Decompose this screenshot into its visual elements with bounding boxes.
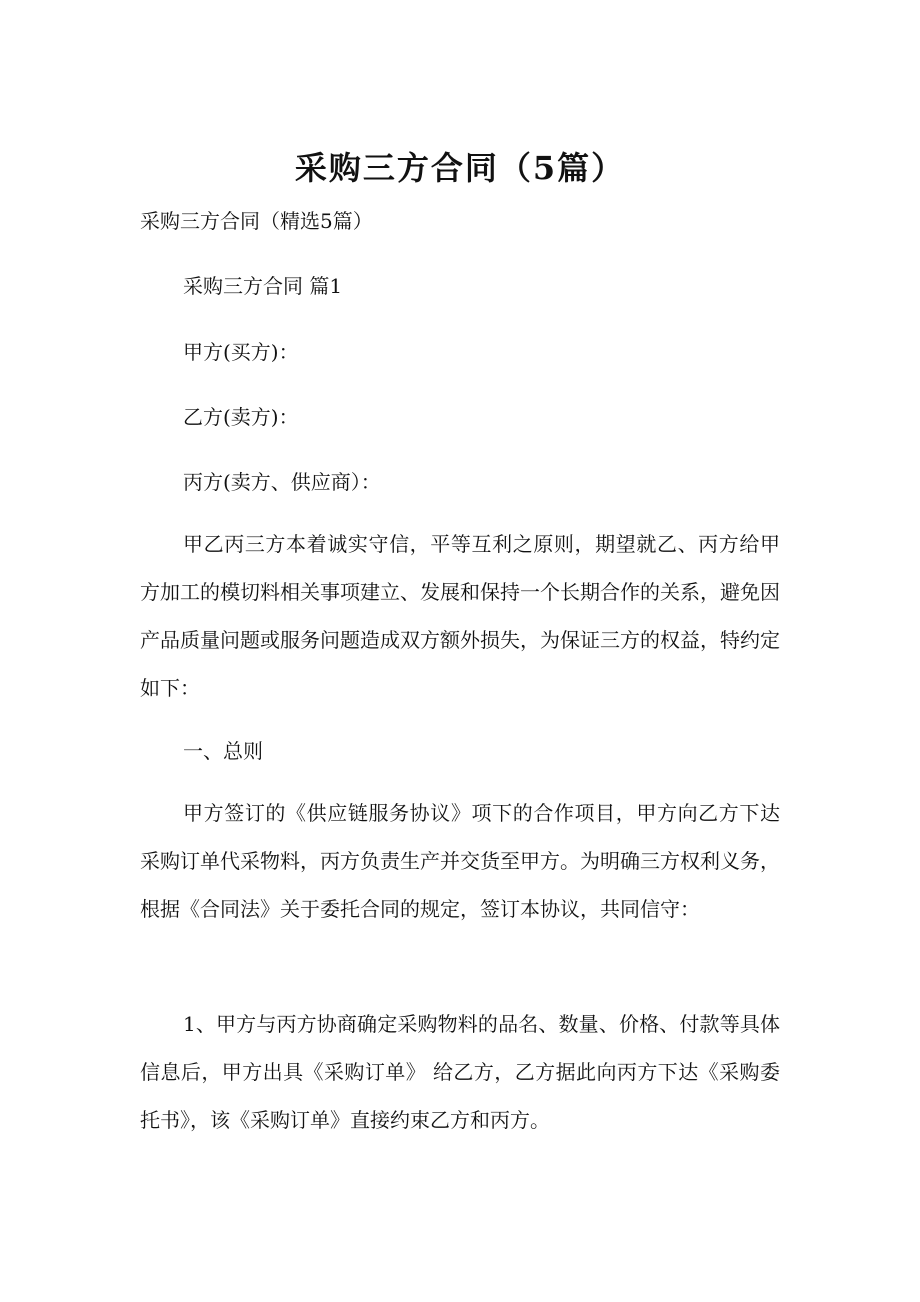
party-b-line: 乙方(卖方)： [183, 405, 299, 429]
party-a-line: 甲方(买方)： [183, 340, 299, 364]
party-c-line: 丙方(卖方、供应商）： [183, 470, 381, 494]
clause-1-paragraph: 1、甲方与丙方协商确定采购物料的品名、数量、价格、付款等具体信息后，甲方出具《采购订单》 给乙方，乙方据此向丙方下达《采购委托书》，该《采购订单》直接约束乙方和丙方。 [140, 1012, 780, 1132]
section-heading: 采购三方合同 篇1 [183, 274, 343, 298]
intro-paragraph: 甲乙丙三方本着诚实守信，平等互利之原则，期望就乙、丙方给甲方加工的模切料相关事项建立、发展和保持一个长期合作的关系，避免因产品质量问题或服务问题造成双方额外损失，为保证三方的权益，特约定如下： [140, 532, 780, 700]
document-subtitle: 采购三方合同（精选5篇） [140, 209, 373, 233]
general-paragraph: 甲方签订的《供应链服务协议》项下的合作项目，甲方向乙方下达采购订单代采物料，丙方负责生产并交货至甲方。为明确三方权利义务，根据《合同法》关于委托合同的规定，签订本协议，共同信守： [140, 801, 780, 921]
document-title: 采购三方合同（5篇） [294, 149, 626, 187]
general-heading: 一、总则 [183, 739, 263, 763]
